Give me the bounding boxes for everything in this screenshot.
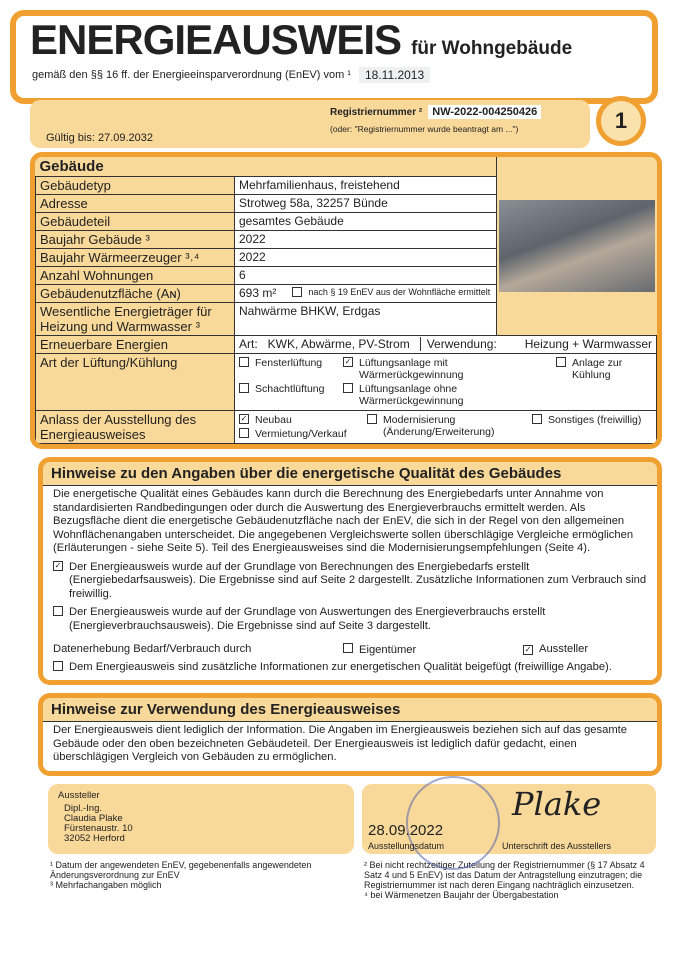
footnote-2: ² Bei nicht rechtzeitiger Zuteilung der Registriernummer (§ 17 Absatz 4 Satz 4 und 5 EnEV) ist das Datum der Antragstellung einzutragen; die Registriernummer ist nach deren Eingang nachträglich einzusetzen. <box>364 859 645 890</box>
value-text: Nahwärme BHKW, Erdgas <box>239 304 381 318</box>
row-label: Anzahl Wohnungen <box>36 267 235 285</box>
extra-info: Dem Energieausweis sind zusätzliche Informationen zur energetischen Qualität beigefügt (freiwillige Angabe). <box>69 660 612 673</box>
bedarf-checkbox[interactable]: ✓ <box>54 560 62 570</box>
document-title: ENERGIEAUSWEIS <box>30 16 402 63</box>
vent-row <box>36 354 657 411</box>
issuer-box <box>48 784 354 854</box>
owner-checkbox[interactable] <box>343 643 353 653</box>
footnotes-right <box>364 860 654 900</box>
checkbox-option[interactable] <box>556 357 652 381</box>
issuer-line: Claudia Plake <box>64 812 123 824</box>
title-row <box>30 16 572 64</box>
checkbox[interactable] <box>532 414 542 424</box>
option-label: Vermietung/Verkauf <box>255 428 347 440</box>
row-value <box>235 285 497 303</box>
renewable-row-value <box>235 336 657 354</box>
checkbox[interactable] <box>556 357 566 367</box>
value-text: Strotweg 58a, 32257 Bünde <box>239 196 388 210</box>
option-label: Lüftungsanlage mit Wärmerückgewinnung <box>359 357 464 381</box>
checkbox[interactable] <box>239 428 249 438</box>
renewable-row <box>36 336 657 354</box>
footnote-3: ³ Mehrfachangaben möglich <box>50 879 162 890</box>
reg-note: (oder: "Registriernummer wurde beantragt am ...") <box>330 124 519 134</box>
building-heading-row <box>36 157 657 177</box>
footnotes <box>50 860 662 900</box>
row-value <box>235 303 497 336</box>
issuer-label: Aussteller <box>58 789 100 801</box>
document-subtitle: für Wohngebäude <box>411 38 573 59</box>
building-heading: Gebäude <box>36 157 497 177</box>
usage-section <box>38 693 662 776</box>
extra-info-checkbox[interactable] <box>53 661 63 671</box>
issuer-row <box>48 784 662 854</box>
option-label: Schachtlüftung <box>255 383 325 395</box>
option-label: Sonstiges (freiwillig) <box>548 414 642 426</box>
legal-basis-row <box>32 67 430 83</box>
building-photo <box>499 200 655 292</box>
issuer-checkbox[interactable]: ✓ <box>524 645 532 654</box>
value-text: 2022 <box>239 232 266 246</box>
issuer-line: Fürstenaustr. 10 <box>64 822 133 834</box>
value-text: 2022 <box>239 250 266 264</box>
checkbox-option[interactable] <box>367 414 524 438</box>
usage-heading: Hinweise zur Verwendung des Energieausweises <box>43 698 657 722</box>
row-value <box>235 249 497 267</box>
reg-row <box>330 105 541 119</box>
option-label: Fensterlüftung <box>255 357 323 369</box>
checkbox[interactable] <box>239 357 249 367</box>
vent-row-value <box>235 354 657 411</box>
value-text: gesamtes Gebäude <box>239 214 344 228</box>
verbrauch-option: Der Energieausweis wurde auf der Grundlage von Auswertungen des Energieverbrauchs erstellt (Energieverbrauchsausweis). Die Ergebnisse sind auf Seite 3 dargestellt. <box>69 606 546 632</box>
quality-intro: Die energetische Qualität eines Gebäudes kann durch die Berechnung des Energiebedarfs unter Annahme von standardisierten Randbedingungen oder durch die Auswertung des Energieverbrauchs ermittelt werden. Als Bezugsfläche dient die energetische Gebäudenutzfläche nach der EnEV, die sich in der Regel von den allgemeinen Wohnflächenangaben unterscheidet. Die angegebenen Vergleichswerte sollen überschlägige Vergleiche ermöglichen (Erläuterungen - siehe Seite 5). Teil des Energieausweises sind die Modernisierungsempfehlungen (Seite 4). <box>53 488 634 554</box>
owner-label: Eigentümer <box>359 644 417 656</box>
checkbox-option[interactable] <box>239 357 335 381</box>
renewable-art: KWK, Abwärme, PV-Strom <box>267 337 410 351</box>
checkbox-option[interactable] <box>239 383 335 407</box>
value-text: Mehrfamilienhaus, freistehend <box>239 178 400 192</box>
reg-number: NW-2022-004250426 <box>428 105 541 119</box>
row-label: Gebäudenutzfläche (Aɴ) <box>36 285 235 303</box>
row-label: Adresse <box>36 195 235 213</box>
issuer-line: Dipl.-Ing. <box>64 802 103 814</box>
vent-row-label: Art der Lüftung/Kühlung <box>36 354 235 411</box>
row-label: Gebäudeteil <box>36 213 235 231</box>
checkbox[interactable]: ✓ <box>240 414 248 423</box>
page-number: 1 <box>596 96 646 146</box>
verbrauch-checkbox[interactable] <box>53 606 63 616</box>
issuer-option-label: Aussteller <box>539 643 589 655</box>
enev-date: 18.11.2013 <box>359 67 430 83</box>
issuer-line: 32052 Herford <box>64 832 125 844</box>
option-label: Neubau <box>255 414 292 426</box>
area-checkbox[interactable] <box>292 287 302 297</box>
value-text: 6 <box>239 268 246 282</box>
checkbox[interactable] <box>343 383 353 393</box>
row-label: Baujahr Wärmeerzeuger ³˒⁴ <box>36 249 235 267</box>
photo-cell <box>496 157 657 336</box>
checkbox-option[interactable] <box>239 428 359 440</box>
signature: Plake <box>512 784 602 823</box>
data-collection-label: Datenerhebung Bedarf/Verbrauch durch <box>53 643 252 655</box>
checkbox[interactable] <box>239 383 249 393</box>
option-label: Lüftungsanlage ohne Wärmerückgewinnung <box>359 383 464 407</box>
option-label: Modernisierung (Änderung/Erweiterung) <box>383 414 495 438</box>
checkbox-option[interactable] <box>343 357 548 381</box>
legal-basis: gemäß den §§ 16 ff. der Energieeinsparverordnung (EnEV) vom ¹ <box>32 69 351 81</box>
checkbox[interactable] <box>367 414 377 424</box>
footnote-4: ⁴ bei Wärmenetzen Baujahr der Übergabestation <box>364 889 559 900</box>
quality-heading: Hinweise zu den Angaben über die energetische Qualität des Gebäudes <box>43 462 657 486</box>
checkbox-option[interactable] <box>343 383 548 407</box>
checkbox-option[interactable] <box>239 414 359 426</box>
row-value <box>235 177 497 195</box>
row-value <box>235 195 497 213</box>
bedarf-option: Der Energieausweis wurde auf der Grundlage von Berechnungen des Energiebedarfs erstellt (Energiebedarfsausweis). Die Ergebnisse sind auf Seite 2 dargestellt. Zusätzliche Informationen zum Verbrauch sind freiwillig. <box>69 560 647 600</box>
renewable-art-label: Art: <box>239 337 258 351</box>
row-value <box>235 213 497 231</box>
footnotes-left <box>50 860 350 900</box>
reason-row <box>36 411 657 444</box>
option-label: Anlage zur Kühlung <box>572 357 623 381</box>
row-label: Gebäudetyp <box>36 177 235 195</box>
area-note: nach § 19 EnEV aus der Wohnfläche ermittelt <box>308 287 491 297</box>
checkbox[interactable]: ✓ <box>344 357 352 366</box>
reason-row-value <box>235 411 657 444</box>
renewable-row-label: Erneuerbare Energien <box>36 336 235 354</box>
area-value: 693 m² <box>239 286 277 300</box>
signature-box <box>362 784 656 854</box>
registration-band <box>30 100 590 148</box>
issue-date-label: Ausstellungsdatum <box>368 840 445 851</box>
signature-label: Unterschrift des Ausstellers <box>502 840 612 851</box>
content-flow <box>30 152 662 900</box>
renewable-use: Heizung + Warmwasser <box>524 337 652 351</box>
footnote-1: ¹ Datum der angewendeten EnEV, gegebenenfalls angewendeten Änderungsverordnung zur EnEV <box>50 859 312 880</box>
usage-text: Der Energieausweis dient lediglich der Information. Die Angaben im Energieausweis beziehen sich auf das gesamte Gebäude oder den oben bezeichneten Gebäudeteil. Der Energieausweis ist lediglich dafür gedacht, einen überschlägigen Vergleich von Gebäuden zu ermöglichen. <box>43 722 657 771</box>
reg-label: Registriernummer ² <box>330 106 423 118</box>
row-value <box>235 267 497 285</box>
row-value <box>235 231 497 249</box>
row-label: Wesentliche Energieträger für Heizung und Warmwasser ³ <box>36 303 235 336</box>
building-section <box>30 152 662 449</box>
valid-until: Gültig bis: 27.09.2032 <box>46 132 154 144</box>
row-label: Baujahr Gebäude ³ <box>36 231 235 249</box>
reason-row-label: Anlass der Ausstellung des Energieausweises <box>36 411 235 444</box>
checkbox-option[interactable] <box>532 414 652 426</box>
issue-date: 28.09.2022 <box>368 821 444 839</box>
quality-section <box>38 457 662 685</box>
renewable-use-label: Verwendung: <box>420 337 497 351</box>
